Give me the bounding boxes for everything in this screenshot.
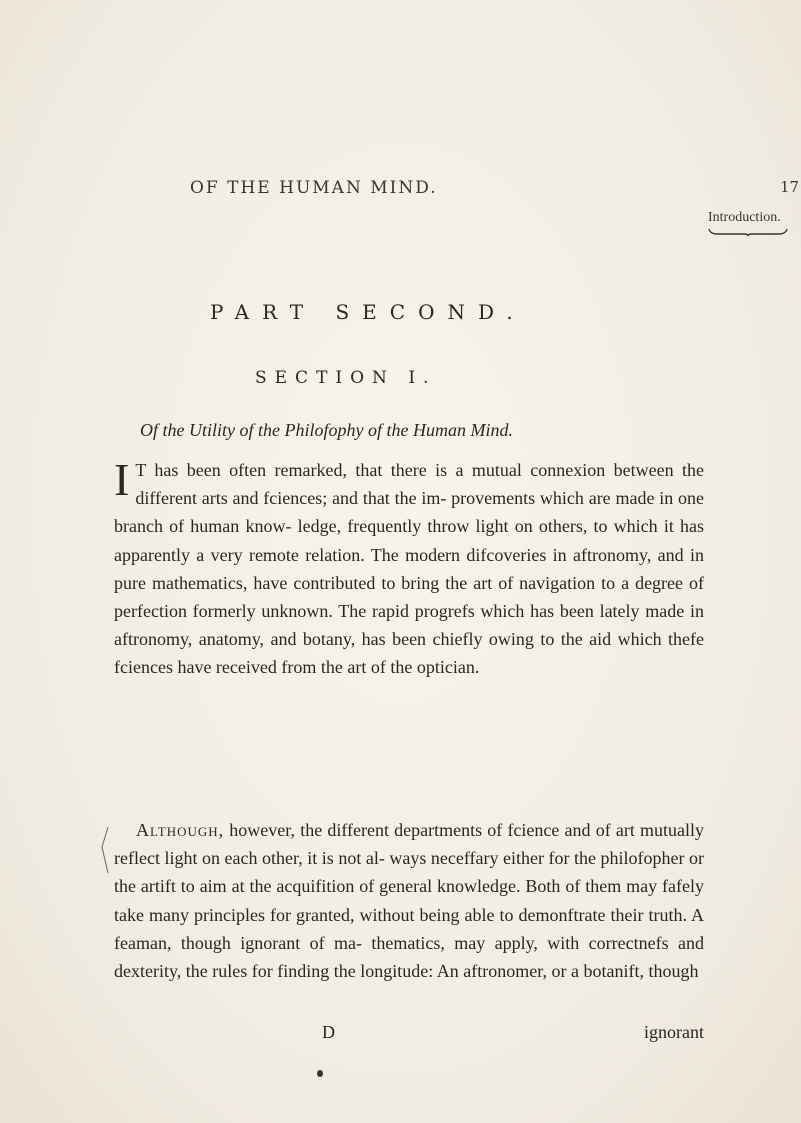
catchword: ignorant [644, 1022, 704, 1042]
page-number: 17 [780, 178, 800, 196]
paragraph-1-text: T has been often remarked, that there is a mutual connexion between the different arts and fciences; and that the im- provements which are made in one branch of human know- ledge, frequently throw light on others, to which it has apparently a very remote relation. The modern difcoveries in aftronomy, and in pure mathematics, have contributed to bring the art of navigation to a degree of perfection formerly unknown. The rapid progrefs which has been lately made in aftronomy, anatomy, and botany, has been chiefly owing to the aid which thefe fciences have received from the art of the optician. [114, 460, 704, 678]
footer-line [114, 1022, 704, 1046]
running-head: OF THE HUMAN MIND. [190, 178, 438, 198]
part-title: PART SECOND. [210, 300, 526, 324]
paragraph-2-text: however, the different departments of fcience and of art mutually reflect light on each other, it is not al- ways neceffary either for the philofopher or the artift to aim at the acquifition of general knowledge. Both of them may fafely take many principles for granted, without being able to demonftrate their truth. A feaman, though ignorant of ma- thematics, may apply, with correctnefs and dexterity, the rules for finding the longitude: An aftronomer, or a botanift, though [114, 820, 704, 982]
margin-note [708, 210, 788, 236]
brace-icon [708, 228, 788, 236]
paragraph-1 [114, 456, 704, 682]
signature-mark: D [322, 1022, 335, 1042]
paragraph-2-lead: Although, [136, 820, 225, 840]
margin-note-text: Introduction. [708, 210, 781, 225]
section-subtitle: Of the Utility of the Philofophy of the Human Mind. [140, 420, 513, 440]
section-title: SECTION I. [255, 368, 437, 388]
paragraph-2 [114, 816, 704, 985]
ink-speck [317, 1070, 323, 1077]
margin-mark-icon [100, 825, 110, 875]
drop-cap: I [114, 454, 130, 505]
